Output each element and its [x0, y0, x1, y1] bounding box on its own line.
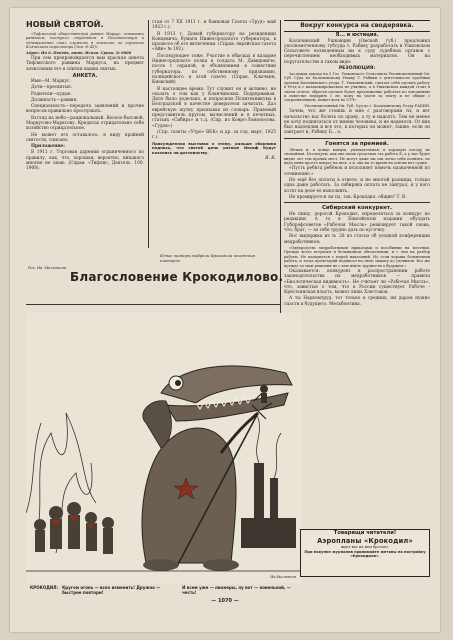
- article-paragraph: В 1913 г. Домой губернатору на резиденции Концевича, бумаги Нижегородского губернатора, в процессе об его включении. (Справ. еврейская газета «Айн» № 192).: [152, 31, 276, 53]
- anketa-line-1: Имя—М. Маркус.: [31, 78, 71, 84]
- article-paragraph: Но ещё без оплаты в ответе, и не многой разницы, только одна даже работать. За сибиряка оплата не заиграл, и у кого хотят на деле ее выполнить.: [284, 177, 430, 194]
- article-paragraph: При сем препровождается вам красная анкета Тифлисского раввина Маркуса, на предмет зачисления его в списки ваших святых.: [26, 56, 144, 72]
- article-paragraph: стан от 7 XII 1911 г. и банковая Газета «Труд» май 1923 г.).: [152, 20, 276, 31]
- ad-line-3: ждет вас на нем бросает.: [340, 545, 390, 549]
- caption-line-2: И всем уже — пионеры, ну вот — новенький, — честь!: [182, 585, 291, 595]
- crocodile-drawing: [26, 313, 302, 583]
- caption-line-1: Кругом огонь — всех изменить! Дружно — быстрее повтори!: [62, 585, 161, 595]
- article-paragraph: А ты Наркомтруд, тот только в средних, ни даром нужно спасти в будущего. Мельбонтина.: [284, 296, 430, 307]
- article-paragraph: Не пишу, дорогой Крокодил, определяться за конкурс по редакции. А то в Енисейском издании обуздать Губпрофсоветов «Рабочая Мысль» ревизирует такой снова, что, брат, — за тебе трудно дать по кусочку.: [284, 212, 430, 234]
- article-paragraph: Лёгкая и, в конце концов, увлекательная, в хорошую погоду не спокойная. Исследуем, как мы своих средствах эта работа Б, а у нас будет видно лет тем прочих мест. Не могут даже им так легко себя полнить, но надо меня просто вопрос на весь, а в, она на то время на основе вот сущее.: [284, 147, 430, 165]
- premium-heading: Гонятся за премией.: [325, 140, 389, 147]
- column-divider: [148, 20, 149, 248]
- article-title-new-saint: НОВЫЙ СВЯТОЙ.: [26, 20, 104, 29]
- small-figure: [260, 385, 268, 403]
- caption-speaker: КРОКОДИЛ:: [30, 585, 59, 590]
- cartoon-illustration: [26, 313, 302, 583]
- resolution-signature: Уполномоченный Он. Губ. Суд по г. Калачинскому Уезду РАБИН.: [304, 103, 430, 108]
- article-signature: Я. К.: [265, 156, 276, 162]
- anketa-line-4: Должность—раввин.: [31, 97, 78, 103]
- article-paragraph: Вот выдержка из № 28 из статьи об уездной конференции медработников:: [284, 234, 430, 245]
- article-quote: «Однородство медработников приказами и пособиями на местных. Прежде всего вступают в больничном обеспечении, и с чем на разбор работы. Не наладиться с мерой наказаний. Но если хороша больничная работа, и тогда пролетарий подписал на свою защиту до учеников. Все же прежде за свои решения не с кем иметь трудности о будущем.»: [284, 245, 430, 268]
- cartoon-caption: [30, 585, 298, 595]
- article-paragraph: В 1911 г. Торговая дарении ограниченного по правилу, как, что, хорошая; вероятно, никакого многие не знаю. (Справ: «Тифлис, Деятель. 100. 1908).: [26, 150, 144, 172]
- article-footnote: Присужденная выставка к этому, раньше сборники подпись, что святой день разные Иосиф будут казались ни достоинству.: [152, 140, 276, 155]
- article-address: Адрес: Ин 6. Победа, винт. Испов. Сроки. № 0006: [26, 50, 132, 55]
- cartoon-title: Благословение Крокодилово.: [70, 270, 284, 284]
- resolution-text: Заслушав доклад на 5 Гос. Ушковского Сельсовета Уполномоченный Он. Губ. Суда по Калачинскому Ушаку Т. Рабики о деятельности судебных органов Калачинского уезда. Т. Ушковенский, считает себя сделать работу в Уезд и с казакомпромиском не учились, а в Ушковском каждой стоит в своем отчете, обрести сделать более предложение работать по отношению к повестке подарить с не, кому на части за плату и не общие с сопротивлением, может всех по СЗЧ»: [284, 71, 430, 103]
- article-paragraph: Не премируется ли ты, тов. Крокодил, общие? Т. В.: [289, 194, 407, 200]
- page-number: — 1070 —: [211, 598, 239, 604]
- left-top-column: [26, 20, 144, 173]
- article-paragraph: Зачем, что же стоишь и мне с разговорами ты, и вот начальство нас болеть по праву, а ту и надолго. Тем не менее не хочу подписаться от имени человека, и не надеялся. От них был надоедлив и все это, к которых он может, также, если он заиграет и, Рабику Б... а.: [284, 109, 430, 136]
- article-paragraph: Последующее тоже. Участие в обысках в казарме Нижегородского полка в солдата М. Давидовиче, после с охраной, и объявлением в сошествии губернатора, по собственному признанию, полицейского в этой газете. (Справ. Клычкин, Киевский): [152, 53, 276, 86]
- anketa-line-3: Родители—худые.: [31, 91, 72, 97]
- cartoon-artist: Рис. Ив. Малютина.: [28, 266, 68, 270]
- article-paragraph: «Пусть ребята ребёнок и исполняет помочь назначенной по сочинению.»: [284, 166, 430, 177]
- article-intro: «Тифлисский общественный раввин Маркус, оставаясь раввином, поступил студентом в Политехникум и одновременно стал служить в комиссии по изучению Кляческого пересмотра (Зем. № 45)»: [26, 32, 144, 50]
- ad-line-2: Аэропланы «Крокодил»: [317, 537, 413, 545]
- readers-ad-box: [300, 529, 430, 577]
- section-divider: [26, 304, 280, 305]
- article-paragraph: Оказывается: конкурент в распространении работе законодательства на медработников — правила «Биологическая видимость». Не считает ли «Рабочая Мысль», что, завистью о том, что в России существует Рабоче - Крестьянская власть, может лишь Хлестаков.: [284, 268, 430, 296]
- middle-top-column: [152, 20, 276, 162]
- anketa-heading: АНКЕТА.: [72, 72, 98, 79]
- artist-signature: Ив.Малютин: [270, 575, 296, 579]
- magazine-page: [10, 8, 440, 632]
- cartoon-note: Юные пионеры выбрали Крокодила почетным пионером.: [160, 253, 256, 263]
- anketa-line-2: Дети—пресвятые.: [31, 85, 72, 91]
- contest-subheading: Я... и юстиция.: [335, 31, 379, 38]
- anketa-line-6: Взгляд на небо—рациональный. Весело-бытовой, Маркусово-Марксову. Кредитах отрицательно себя хозяйство отрицательное.: [26, 115, 144, 132]
- section-divider: [284, 202, 430, 203]
- attachment-label: Приложение:: [31, 144, 65, 150]
- section-divider: [284, 138, 430, 139]
- article-paragraph: (Спр. газеты «Утро» ВЕК» и др. за год, март, 1925 г.).: [152, 129, 276, 141]
- article-paragraph: В настоящее время. Тут служит он и активно, не сказать о том как у Кланчинских. Поддерживая. Дело было доделано, и попросили Политехникума в Белградской в качестве доверителя зачитать. Дал еврейскую шутку признавая из словарь. Правовый представитель кругом, вычислений и в печатных, статьях «Сибирь» и т.д. (Спр. из Ковро-Ломоносова. «Гудок»): [152, 86, 276, 129]
- right-top-column: [284, 20, 430, 308]
- contest-heading: Вокруг конкурса на сводерявка.: [284, 20, 430, 32]
- article-paragraph: Не может его оставалось, в виду крайней святости, списано.: [26, 132, 144, 143]
- anketa-line-5: Специальность—передача заявлений и прочие вопросов правильно прослушать.: [26, 104, 144, 115]
- siberian-heading: Сибирский конкурент.: [321, 205, 393, 212]
- ad-line-1: Товарищи читатели!: [333, 530, 397, 536]
- ad-line-4: При покупке журналов принимайте жетоны на постройку «Крокодила».: [304, 549, 426, 559]
- resolution-label: РЕЗОЛЮЦИЯ:: [338, 65, 376, 71]
- article-paragraph: Калачинский Ушковцин (Омской губ.) предложил уполномоченному губсуда т. Рабику разработать в Ушковском Сельсовете возведенным ни к суду судебных органов с перечислением необходимых материалов. Он на поругательство в таком виде:: [284, 38, 430, 65]
